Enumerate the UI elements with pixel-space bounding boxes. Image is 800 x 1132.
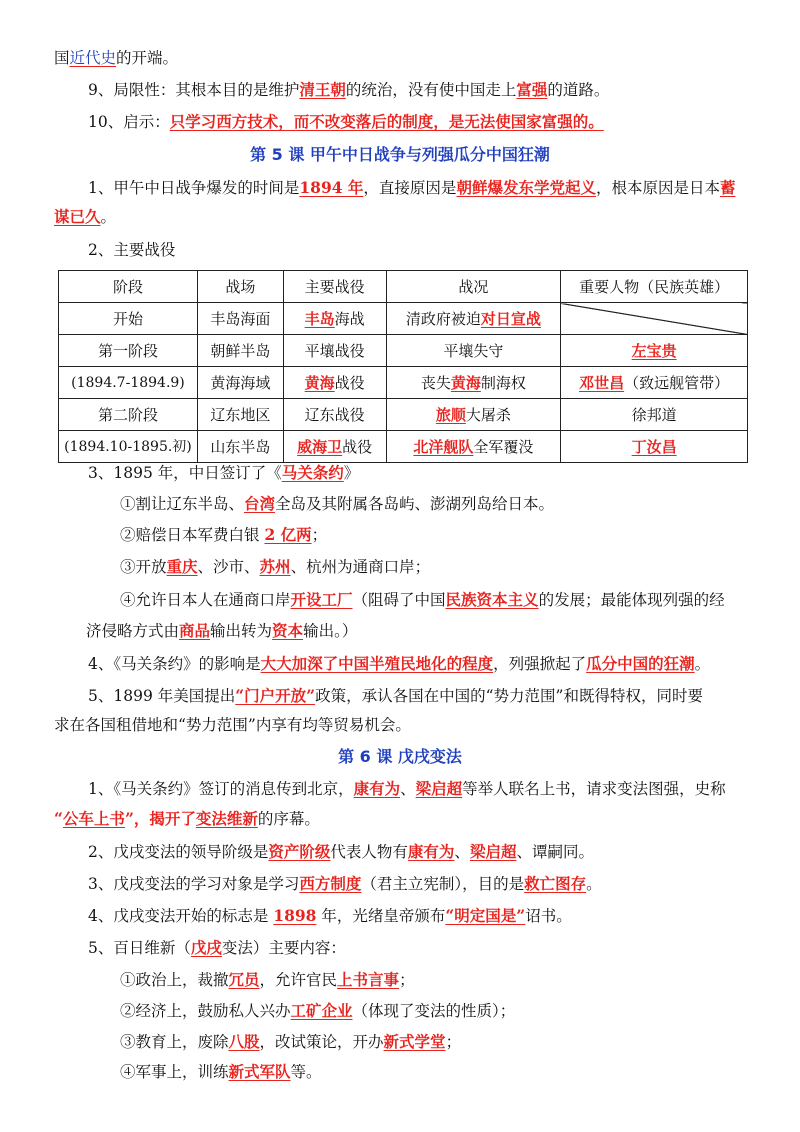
keyword: 台湾 <box>244 494 276 513</box>
keyword: 西方制度 <box>299 874 362 893</box>
table-cell: 丁汝昌 <box>561 431 748 463</box>
text-line: 3、1895 年，中日签订了《马关条约》 <box>88 463 360 482</box>
keyword: 梁启超 <box>469 842 517 861</box>
table-row <box>59 399 748 431</box>
keyword: 富强 <box>516 80 548 99</box>
keyword: 上书言事 <box>337 970 400 989</box>
keyword: 资本 <box>272 621 304 640</box>
text-line: 求在各国租借地和“势力范围”内享有均等贸易机会。 <box>54 716 411 734</box>
table-cell: 平壤战役 <box>283 335 386 367</box>
keyword: 苏州 <box>259 557 291 576</box>
text-line: 3、戊戌变法的学习对象是学习西方制度（君主立宪制），目的是救亡图存。 <box>88 874 602 893</box>
table-row <box>59 335 748 367</box>
table-cell: 丰岛海面 <box>197 303 283 335</box>
table-cell: 丰岛海战 <box>283 303 386 335</box>
table-row <box>59 303 748 335</box>
table-cell: 山东半岛 <box>197 431 283 463</box>
table-cell: 黄海海域 <box>197 367 283 399</box>
keyword: 梁启超 <box>415 779 463 798</box>
table-cell: 开始 <box>59 303 198 335</box>
text-line: ①政治上，裁撤冗员，允许官民上书言事； <box>120 970 415 989</box>
text-line: 4、《马关条约》的影响是大大加深了中国半殖民地化的程度，列强掀起了瓜分中国的狂潮。 <box>88 654 711 673</box>
text-line: 国近代史的开端。 <box>54 49 179 67</box>
table-row <box>59 367 748 399</box>
keyword: 近代史 <box>69 49 117 67</box>
lesson-title: 第 6 课 戊戌变法 <box>338 747 462 766</box>
table-cell: 邓世昌（致远舰管带） <box>561 367 748 399</box>
keyword: 新式学堂 <box>383 1032 446 1051</box>
keyword: 马关条约 <box>281 463 344 482</box>
table-cell: 丧失黄海制海权 <box>386 367 561 399</box>
table-cell: 朝鲜半岛 <box>197 335 283 367</box>
text-line: ③教育上，废除八股，改试策论，开办新式学堂； <box>120 1032 462 1051</box>
text-line: 谋已久。 <box>54 207 117 226</box>
keyword: 商品 <box>179 621 211 640</box>
table-cell: 清政府被迫对日宣战 <box>386 303 561 335</box>
keyword: 朝鲜爆发东学党起义 <box>456 178 596 197</box>
keyword: 2 亿两 <box>264 525 312 544</box>
table-cell: 左宝贵 <box>561 335 748 367</box>
keyword: 工矿企业 <box>290 1001 353 1020</box>
text-line: 1、《马关条约》签订的消息传到北京，康有为、梁启超等举人联名上书，请求变法图强，史称 <box>88 779 726 798</box>
keyword: 新式军队 <box>228 1062 291 1081</box>
keyword: 康有为 <box>407 842 455 861</box>
text-line: 5、1899 年美国提出“门户开放”政策，承认各国在中国的“势力范围”和既得特权，同时要 <box>88 686 703 705</box>
keyword: 重庆 <box>166 557 198 576</box>
text-line: 10、启示：只学习西方技术，而不改变落后的制度，是无法使国家富强的。 <box>88 112 604 131</box>
keyword: 1894 年 <box>299 178 364 197</box>
keyword: 大大加深了中国半殖民地化的程度 <box>260 654 494 673</box>
keyword: 瓜分中国的狂潮 <box>586 654 695 673</box>
keyword: 八股 <box>228 1032 260 1051</box>
table-cell: 辽东战役 <box>283 399 386 431</box>
table-cell: 黄海战役 <box>283 367 386 399</box>
keyword: 冗员 <box>228 970 260 989</box>
table-header: 主要战役 <box>283 271 386 303</box>
table-cell: 辽东地区 <box>197 399 283 431</box>
text-line: 4、戊戌变法开始的标志是 1898 年，光绪皇帝颁布“明定国是”诏书。 <box>88 906 572 925</box>
text-line: ④军事上，训练新式军队等。 <box>120 1062 322 1081</box>
keyword: 民族资本主义 <box>445 590 539 609</box>
keyword: 谋已久 <box>54 207 101 226</box>
text-line: ②经济上，鼓励私人兴办工矿企业（体现了变法的性质）； <box>120 1001 516 1020</box>
text-line: 1、甲午中日战争爆发的时间是1894 年，直接原因是朝鲜爆发东学党起义，根本原因是日本蓄 <box>88 178 736 197</box>
keyword: “门户开放” <box>235 686 316 705</box>
keyword: 清王朝 <box>299 80 346 99</box>
text-line: 2、主要战役 <box>88 241 176 259</box>
keyword: 只学习西方技术，而不改变落后的制度，是无法使国家富强的。 <box>169 112 604 131</box>
text-line: ③开放重庆、沙市、苏州、杭州为通商口岸； <box>120 557 431 576</box>
table-cell-empty <box>561 303 748 335</box>
table-cell: 第二阶段 <box>59 399 198 431</box>
lesson-title: 第 5 课 甲午中日战争与列强瓜分中国狂潮 <box>250 145 550 164</box>
text-line: ②赔偿日本军费白银 2 亿两； <box>120 525 328 544</box>
text-line: 2、戊戌变法的领导阶级是资产阶级代表人物有康有为、梁启超、谭嗣同。 <box>88 842 594 861</box>
keyword: 救亡图存 <box>524 874 587 893</box>
text-line: 9、局限性：其根本目的是维护清王朝的统治，没有使中国走上富强的道路。 <box>88 80 610 99</box>
keyword: 康有为 <box>353 779 401 798</box>
battles-table <box>58 270 748 463</box>
table-cell: 第一阶段 <box>59 335 198 367</box>
table-header: 重要人物（民族英雄） <box>561 271 748 303</box>
keyword: 戊戌 <box>190 938 222 957</box>
table-cell: 威海卫战役 <box>283 431 386 463</box>
text-line: 5、百日维新（戊戌变法）主要内容： <box>88 938 346 957</box>
table-cell: 旅顺大屠杀 <box>386 399 561 431</box>
text-line: 济侵略方式由商品输出转为资本输出。） <box>86 621 358 640</box>
text-line: “公车上书”，揭开了变法维新的序幕。 <box>54 809 320 828</box>
table-cell: 徐邦道 <box>561 399 748 431</box>
table-cell: (1894.7-1894.9) <box>59 367 198 399</box>
keyword: “明定国是” <box>445 906 526 925</box>
table-header: 战场 <box>197 271 283 303</box>
keyword: 蓄 <box>719 178 736 197</box>
table-header: 阶段 <box>59 271 198 303</box>
keyword: 公车上书 <box>62 809 125 828</box>
table-cell: 平壤失守 <box>386 335 561 367</box>
keyword: 开设工厂 <box>290 590 353 609</box>
table-header-row <box>59 271 748 303</box>
keyword: 资产阶级 <box>268 842 331 861</box>
table-cell: (1894.10-1895.初) <box>59 431 198 463</box>
text-line: ①割让辽东半岛、台湾全岛及其附属各岛屿、澎湖列岛给日本。 <box>120 494 555 513</box>
table-cell: 北洋舰队全军覆没 <box>386 431 561 463</box>
keyword: 1898 <box>273 906 317 925</box>
table-row <box>59 431 748 463</box>
table-header: 战况 <box>386 271 561 303</box>
text-line: ④允许日本人在通商口岸开设工厂（阻碍了中国民族资本主义的发展；最能体现列强的经 <box>120 590 725 609</box>
keyword: 变法维新 <box>195 809 258 828</box>
